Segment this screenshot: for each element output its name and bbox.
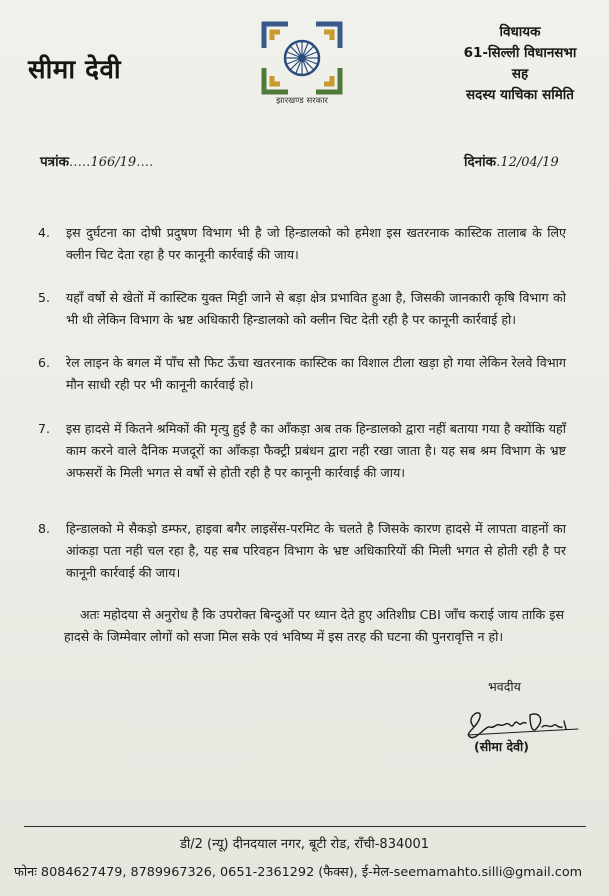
- paragraph-number: 4.: [38, 225, 50, 240]
- paragraph-text: रेल लाइन के बगल में पाँच सौ फिट ऊँचा खतरनाक कास्टिक का विशाल टीला खड़ा हो गया लेकिन रेलवे विभाग मौन साधी रही पर भी कानूनी कार्रवाई हो।: [66, 355, 566, 392]
- designation-line: 61-सिल्ली विधानसभा: [463, 45, 577, 61]
- paragraph-5: [38, 287, 566, 331]
- footer-divider: [24, 826, 586, 827]
- handwritten-signature: [460, 705, 590, 741]
- designation-line: विधायक: [499, 24, 541, 40]
- date-value: 12/04/19: [500, 155, 559, 170]
- designation-line: सह: [511, 66, 529, 82]
- letter-number-value: 166/19: [90, 155, 137, 170]
- letter-number: पत्रांक.....166/19....: [40, 154, 154, 170]
- letter-number-label: पत्रांक: [40, 154, 69, 170]
- signer-name: (सीमा देवी): [474, 739, 530, 754]
- reference-row: [40, 152, 600, 176]
- designation-line: सदस्य याचिका समिति: [466, 87, 574, 103]
- paragraph-number: 6.: [38, 355, 50, 370]
- date-label: दिनांक: [464, 154, 497, 170]
- closing-text: अतः महोदया से अनुरोध है कि उपरोक्त बिन्दुओं पर ध्यान देते हुए अतिशीघ्र CBI जाँच कराई जाय ताकि इस हादसे के जिम्मेवार लोगों को सजा मिल सके एवं भविष्य में इस तरह की घटना की पुनरावृत्ति न हो।: [64, 607, 564, 644]
- paragraph-7: [38, 418, 566, 484]
- paragraph-6: [38, 352, 566, 396]
- closing-paragraph: [64, 604, 564, 648]
- paragraph-text: इस हादसे में कितने श्रमिकों की मृत्यु हुई है का आँकड़ा अब तक हिन्डालको द्वारा नहीं बताया गया है क्योंकि यहाँ काम करने वाले दैनिक मजदूरों का आँकड़ा फैक्ट्री प्रबंधन द्वारा नही रखा जाता है। यह सब श्रम विभाग के भ्रष्ट अफसरों के मिली भगत से वर्षो से होती रही है पर कानूनी कार्रवाई की जाय।: [66, 421, 566, 480]
- letter-date: दिनांक.12/04/19: [464, 154, 559, 170]
- footer-contact: फोनः 8084627479, 8789967326, 0651-2361292 (फैक्स), ई-मेल-seemamahto.silli@gmail.com: [14, 865, 583, 880]
- paragraph-number: 7.: [38, 421, 50, 436]
- paragraph-text: यहाँ वर्षो से खेतों में कास्टिक युक्त मिट्टी जाने से बड़ा क्षेत्र प्रभावित हुआ है, जिसकी जानकारी कृषि विभाग को भी थी लेकिन विभाग के भ्रष्ट अधिकारी हिन्डालको को क्लीन चिट देती रही है पर कानूनी कार्रवाई हो।: [66, 290, 566, 327]
- paragraph-text: इस दुर्घटना का दोषी प्रदुषण विभाग भी है जो हिन्डालको को हमेशा इस खतरनाक कास्टिक तालाब के लिए क्लीन चिट देता रहा है पर कानूनी कार्रवाई की जाय।: [66, 225, 566, 262]
- footer-address: डी/2 (न्यू) दीनदयाल नगर, बूटी रोड, राँची-834001: [179, 837, 430, 852]
- paragraph-number: 5.: [38, 290, 50, 305]
- sender-name: सीमा देवी: [28, 55, 122, 85]
- paragraph-4: [38, 222, 566, 266]
- paragraph-8: [38, 518, 566, 584]
- paragraph-number: 8.: [38, 521, 50, 536]
- yours-faithfully: भवदीय: [488, 679, 521, 694]
- paragraph-text: हिन्डालको मे सैकड़ो डम्फर, हाइवा बगैर लाइसेंस-परमिट के चलते है जिसके कारण हादसे में लापता वाहनों का आंकड़ा पता नही चल रहा है, यह सब परिवहन विभाग के भ्रष्ट अधिकारियों की मिली भगत से होती रही है पर कानूनी कार्रवाई की जाय।: [66, 521, 566, 580]
- logo-caption: झारखण्ड सरकार: [276, 96, 328, 106]
- designation-block: [440, 22, 600, 106]
